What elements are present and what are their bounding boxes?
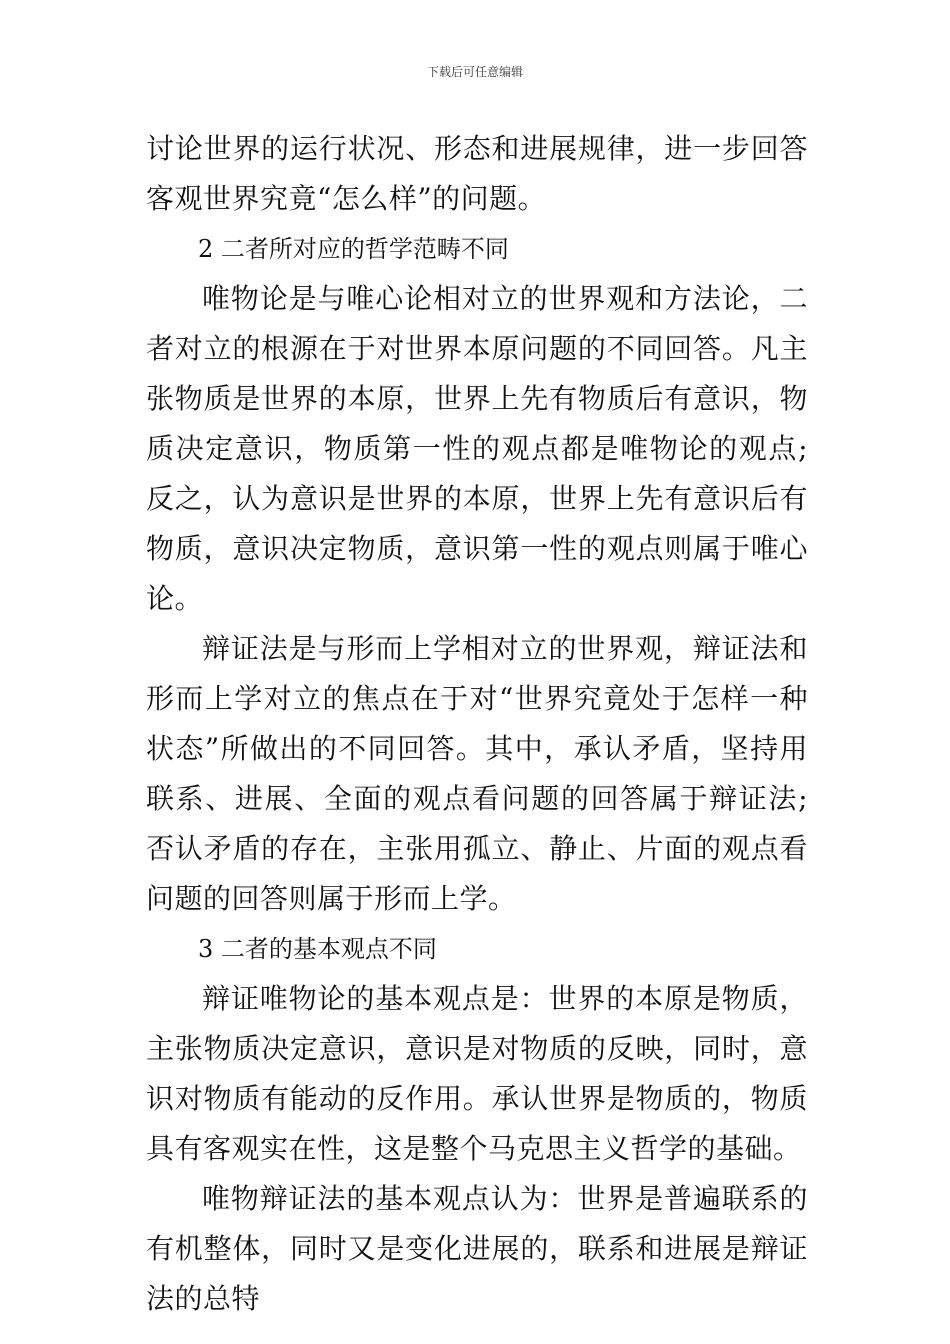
- paragraph-dialectics: 辩证法是与形而上学相对立的世界观，辩证法和形而上学对立的焦点在于对“世界究竟处于怎样一种状态”所做出的不同回答。其中，承认矛盾，坚持用联系、进展、全面的观点看问题的回答属于辩证法;否认矛盾的存在，主张用孤立、静止、片面的观点看问题的回答则属于形而上学。: [146, 632, 808, 915]
- section-heading-3: 3 二者的基本观点不同: [198, 935, 437, 963]
- paragraph-materialist-dialectics: 唯物辩证法的基本观点认为：世界是普遍联系的有机整体，同时又是变化进展的，联系和进展是辩证法的总特: [146, 1182, 808, 1315]
- document-body: [146, 124, 808, 1324]
- section-heading-2: 2 二者所对应的哲学范畴不同: [198, 235, 509, 263]
- paragraph-materialism: 唯物论是与唯心论相对立的世界观和方法论，二者对立的根源在于对世界本原问题的不同回答。凡主张物质是世界的本原，世界上先有物质后有意识，物质决定意识，物质第一性的观点都是唯物论的观点;反之，认为意识是世界的本原，世界上先有意识后有物质，意识决定物质，意识第一性的观点则属于唯心论。: [146, 282, 808, 615]
- page-header: 下载后可任意编辑: [426, 65, 523, 79]
- paragraph-dialectical-materialism: 辩证唯物论的基本观点是：世界的本原是物质，主张物质决定意识，意识是对物质的反映，同时，意识对物质有能动的反作用。承认世界是物质的，物质具有客观实在性，这是整个马克思主义哲学的基础。: [146, 982, 808, 1165]
- paragraph-continuation: 讨论世界的运行状况、形态和进展规律，进一步回答客观世界究竟“怎么样”的问题。: [146, 132, 808, 215]
